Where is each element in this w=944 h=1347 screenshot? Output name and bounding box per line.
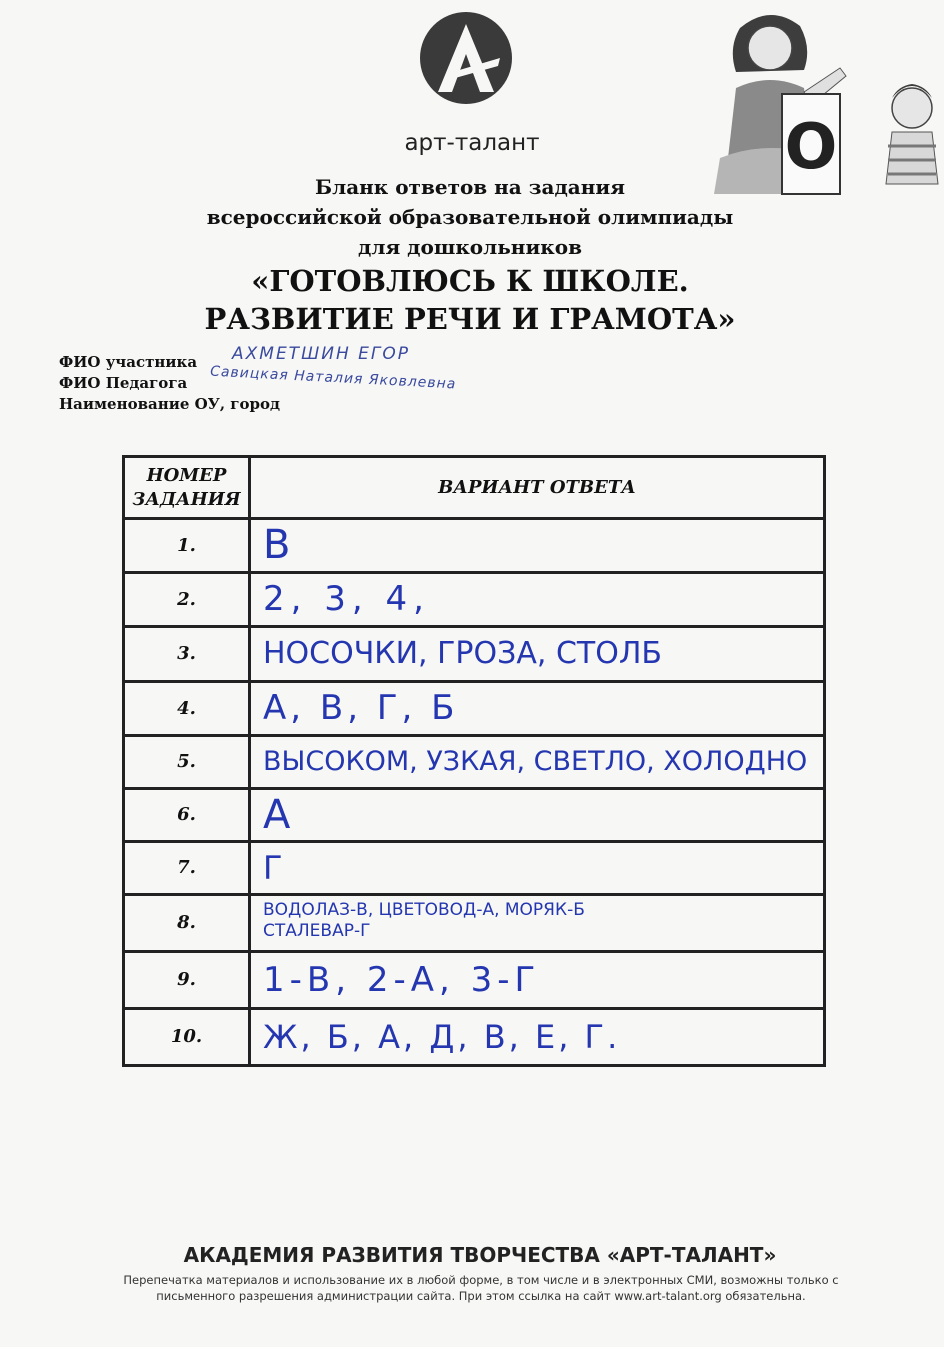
teacher-child-letter-card-illustration (700, 8, 944, 198)
column-header-task-number-line-1: НОМЕР (146, 465, 227, 486)
answer-cell: ВЫСОКОМ, УЗКАЯ, СВЕТЛО, ХОЛОДНО (263, 746, 808, 777)
school-label: Наименование ОУ, город (59, 395, 280, 413)
task-number: 5. (125, 737, 251, 787)
task-number: 10. (125, 1010, 251, 1064)
column-header-task-number (125, 458, 251, 517)
table-row (125, 628, 823, 683)
teacher-label: ФИО Педагога (59, 374, 188, 392)
task-number: 2. (125, 574, 251, 625)
footer-academy-name: АКАДЕМИЯ РАЗВИТИЯ ТВОРЧЕСТВА «АРТ-ТАЛАНТ» (183, 1243, 777, 1267)
footer-copyright-note (96, 1272, 866, 1304)
table-row (125, 683, 823, 737)
table-row (125, 790, 823, 843)
answer-cell: 2, 3, 4, (263, 579, 430, 619)
answer-cell: Ж, Б, А, Д, В, Е, Г. (263, 1018, 621, 1056)
column-header-answer: ВАРИАНТ ОТВЕТА (438, 477, 636, 498)
answer-cell-line-1: ВОДОЛАЗ-В, ЦВЕТОВОД-А, МОРЯК-Б (263, 900, 585, 920)
art-talant-logo-icon (418, 10, 514, 106)
footer-note-line-2: письменного разрешения администрации сайта. При этом ссылка на сайт www.art-talant.org обязательна. (156, 1289, 806, 1303)
task-number: 6. (125, 790, 251, 840)
teacher-name-handwritten: Савицкая Наталия Яковлевна (209, 363, 457, 393)
brand-name: арт-талант (404, 130, 540, 156)
card-letter: О (784, 110, 838, 183)
task-number: 9. (125, 953, 251, 1007)
task-number: 8. (125, 896, 251, 950)
sheet-title (100, 172, 840, 338)
title-line-1: Бланк ответов на задания (315, 175, 625, 199)
table-row (125, 520, 823, 574)
column-header-task-number-line-2: ЗАДАНИЯ (132, 489, 241, 510)
table-row (125, 843, 823, 896)
table-row (125, 574, 823, 628)
task-number: 7. (125, 843, 251, 893)
olympiad-name-line-1: «ГОТОВЛЮСЬ К ШКОЛЕ. (251, 264, 689, 298)
footer-note-line-1: Перепечатка материалов и использование их в любой форме, в том числе и в электронных СМИ, возможны только с (123, 1273, 839, 1287)
answer-cell-line-2: СТАЛЕВАР-Г (263, 921, 371, 941)
answer-cell (263, 896, 863, 954)
answer-cell: А (263, 792, 291, 838)
title-line-3: для дошкольников (358, 235, 582, 259)
olympiad-name-line-2: РАЗВИТИЕ РЕЧИ И ГРАМОТА» (204, 302, 736, 336)
table-row (125, 1010, 823, 1064)
table-row (125, 953, 823, 1010)
table-row (125, 896, 823, 953)
answer-cell: НОСОЧКИ, ГРОЗА, СТОЛБ (263, 636, 662, 671)
answer-cell: В (263, 522, 291, 568)
title-line-2: всероссийской образовательной олимпиады (206, 205, 734, 229)
table-row (125, 737, 823, 790)
answer-cell: Г (263, 849, 283, 887)
task-number: 1. (125, 520, 251, 571)
answer-cell: А, В, Г, Б (263, 688, 459, 728)
task-number: 4. (125, 683, 251, 734)
participant-label: ФИО участника (59, 353, 198, 371)
table-header (125, 458, 823, 520)
answer-table (122, 455, 826, 1067)
task-number: 3. (125, 628, 251, 680)
participant-name-handwritten: АХМЕТШИН ЕГОР (232, 344, 410, 364)
answer-cell: 1-В, 2-А, 3-Г (263, 960, 541, 1000)
